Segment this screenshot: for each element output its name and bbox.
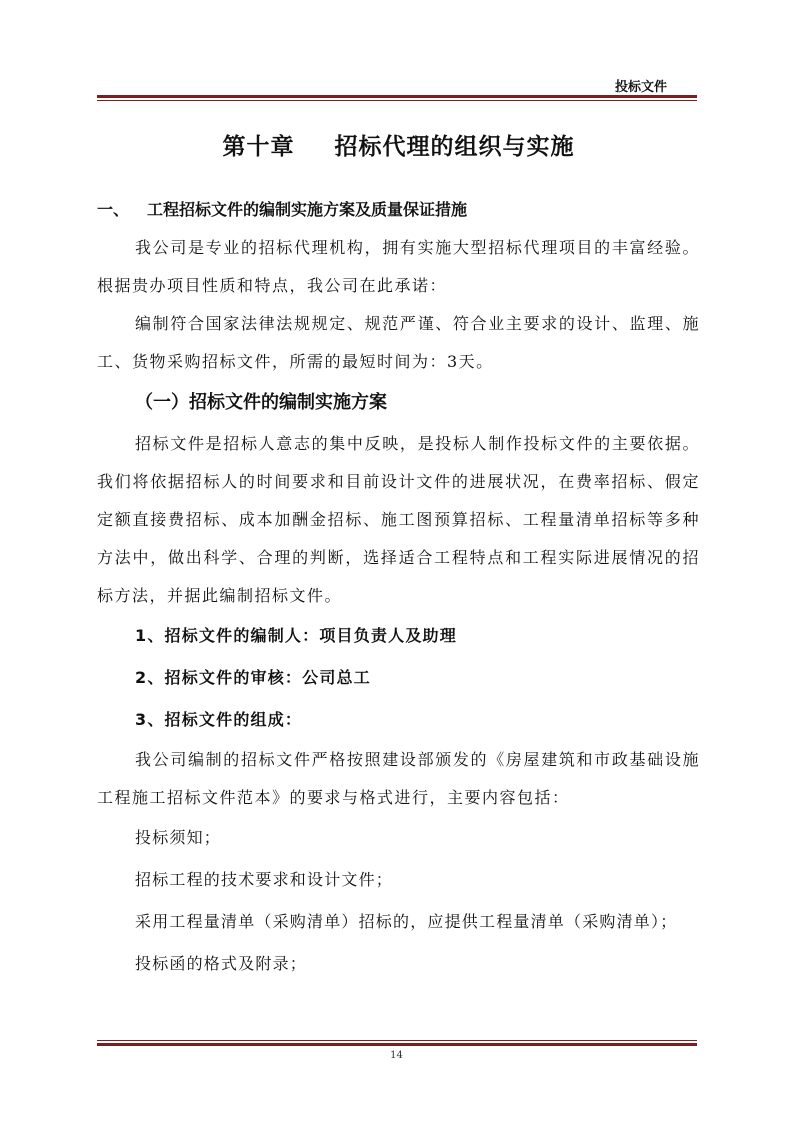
paragraph: 编制符合国家法律法规规定、规范严谨、符合业主要求的设计、监理、施工、货物采购招标文件，所需的最短时间为：3天。 [97,314,700,371]
footer-rule [97,1040,697,1046]
page-content [97,127,700,985]
subsection-heading: （一）招标文件的编制实施方案 [135,392,387,413]
chapter-name: 招标代理的组织与实施 [334,134,575,160]
paragraph: 我公司是专业的招标代理机构，拥有实施大型招标代理项目的丰富经验。根据贵办项目性质和特点，我公司在此承诺： [97,238,700,295]
list-item: 1、招标文件的编制人：项目负责人及助理 [135,626,457,645]
paragraph: 我公司编制的招标文件严格按照建设部颁发的《房屋建筑和市政基础设施工程施工招标文件范本》的要求与格式进行，主要内容包括： [97,750,700,807]
chapter-number: 第十章 [222,134,295,160]
section-number: 一、 [97,200,130,219]
content-item: 采用工程量清单（采购清单）招标的，应提供工程量清单（采购清单）； [135,912,678,931]
chapter-title [97,127,700,167]
page-number: 14 [390,1050,403,1061]
section-title: 工程招标文件的编制实施方案及质量保证措施 [147,200,468,219]
list-item: 3、招标文件的组成： [135,710,303,729]
document-header-label: 投标文件 [614,80,667,95]
content-item: 投标须知； [135,828,222,847]
content-item: 招标工程的技术要求和设计文件； [135,870,394,889]
list-item: 2、招标文件的审核：公司总工 [135,668,371,687]
content-item: 投标函的格式及附录； [135,954,308,973]
paragraph: 招标文件是招标人意志的集中反映，是投标人制作投标文件的主要依据。我们将依据招标人的时间要求和目前设计文件的进展状况，在费率招标、假定定额直接费招标、成本加酬金招标、施工图预算招标、工程量清单招标等多种方法中，做出科学、合理的判断，选择适合工程特点和工程实际进展情况的招标方法，并据此编制招标文件。 [97,434,700,605]
section-heading [97,191,700,229]
header-rule [97,95,697,101]
